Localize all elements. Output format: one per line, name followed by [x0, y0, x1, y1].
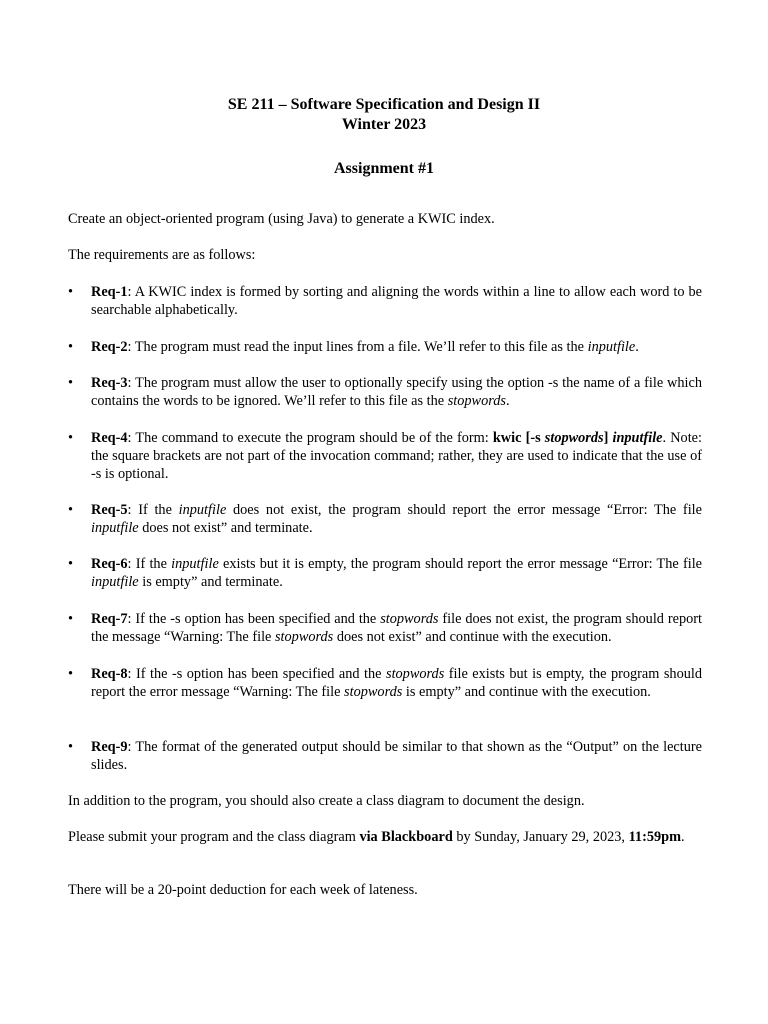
bullet-icon: •	[68, 430, 74, 446]
term: Winter 2023	[341, 116, 427, 133]
assignment-title: Assignment #1	[333, 160, 434, 177]
class-diagram-paragraph: In addition to the program, you should also create a class diagram to document the design.	[68, 793, 585, 809]
requirement-text: Req-5: If the inputfile does not exist, the program should report the error message “Error: The file inputfile does not exist” and terminate.	[91, 502, 702, 536]
requirement-text: Req-7: If the -s option has been specified and the stopwords file does not exist, the program should report the message “Warning: The file stopwords does not exist” and continue with the execution.	[91, 611, 702, 645]
bullet-icon: •	[68, 284, 74, 300]
requirement-id: Req-3	[91, 375, 128, 391]
requirement-id: Req-8	[91, 666, 128, 682]
course-title: SE 211 – Software Specification and Design II	[227, 96, 541, 113]
requirement-id: Req-4	[91, 430, 128, 446]
submission-method: via Blackboard	[359, 829, 453, 845]
requirement-text: Req-9: The format of the generated output should be similar to that shown as the “Output” on the lecture slides.	[91, 739, 702, 773]
bullet-icon: •	[68, 502, 74, 518]
requirement-text: Req-4: The command to execute the program should be of the form: kwic [-s stopwords] inputfile. Note: the square brackets are not part of the invocation command; rather, they are used to indicate that the use of -s is optional.	[91, 430, 702, 482]
requirement-id: Req-5	[91, 502, 128, 518]
lateness-paragraph: There will be a 20-point deduction for each week of lateness.	[68, 882, 418, 898]
requirements-intro: The requirements are as follows:	[68, 247, 256, 263]
requirement-id: Req-6	[91, 556, 128, 572]
requirement-text: Req-8: If the -s option has been specified and the stopwords file exists but is empty, the program should report the error message “Warning: The file stopwords is empty” and continue with the execution.	[91, 666, 702, 700]
requirement-id: Req-9	[91, 739, 128, 755]
requirement-id: Req-2	[91, 339, 128, 355]
intro-paragraph: Create an object-oriented program (using Java) to generate a KWIC index.	[68, 211, 495, 227]
submission-deadline: 11:59pm	[628, 829, 681, 845]
document-title	[0, 95, 768, 135]
submission-paragraph: Please submit your program and the class diagram via Blackboard by Sunday, January 29, 2023, 11:59pm.	[68, 829, 685, 845]
requirement-text: Req-6: If the inputfile exists but it is empty, the program should report the error message “Error: The file inputfile is empty” and terminate.	[91, 556, 703, 590]
requirement-id: Req-1	[91, 284, 128, 300]
requirement-text: Req-2: The program must read the input lines from a file. We’ll refer to this file as the inputfile.	[91, 339, 639, 355]
bullet-icon: •	[68, 666, 74, 682]
bullet-icon: •	[68, 339, 74, 355]
bullet-icon: •	[68, 739, 74, 755]
command-syntax: kwic [-s stopwords] inputfile	[492, 430, 663, 446]
requirement-text: Req-3: The program must allow the user to optionally specify using the option -s the name of a file which contains the words to be ignored. We’ll refer to this file as the stopwords.	[91, 375, 702, 409]
requirement-id: Req-7	[91, 611, 128, 627]
bullet-icon: •	[68, 375, 74, 391]
requirement-text: Req-1: A KWIC index is formed by sorting and aligning the words within a line to allow each word to be searchable alphabetically.	[91, 284, 702, 318]
bullet-icon: •	[68, 611, 74, 627]
bullet-icon: •	[68, 556, 74, 572]
